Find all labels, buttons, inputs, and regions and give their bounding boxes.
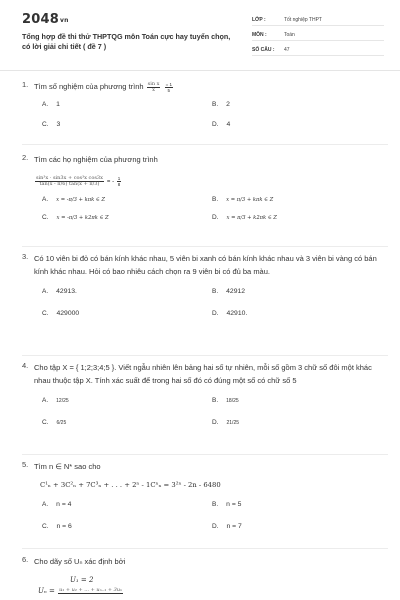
question-number: 5. [22,460,29,469]
question-separator [22,548,388,549]
site-logo[interactable]: 2048vn [22,12,69,27]
equation-line-1: U₁ = 2 [70,576,94,584]
meta-subject-row [252,29,384,41]
option-d[interactable]: D. 42910. [212,310,248,317]
question-6 [22,555,388,595]
question-separator [22,144,388,145]
option-a[interactable]: A. n = 4 [42,501,72,508]
meta-count-value: 47 [284,46,290,53]
question-separator [22,355,388,356]
question-number: 2. [22,153,29,162]
question-separator [22,454,388,455]
header-divider [0,70,400,71]
option-c[interactable]: C. n = 6 [42,523,72,530]
meta-class-label: LỚP : [252,16,266,23]
meta-count-row [252,44,384,56]
equation-fraction: $\frac{\text{sin x}}{x}$ [147,80,160,93]
meta-class-value: Tốt nghiệp THPT [284,16,322,23]
question-2 [22,153,388,230]
option-a[interactable]: A. 42913. [42,288,77,295]
question-number: 6. [22,555,29,564]
option-d[interactable]: D. n = 7 [212,523,242,530]
question-text: Tìm n ∈ N* sao cho [34,462,101,471]
question-text: Tìm các họ nghiệm của phương trình [34,155,158,164]
question-text: Có 10 viên bi đỏ có bán kính khác nhau, 5 viên bi xanh có bán kính khác nhau và 3 viên bi vàng có bán kính khác nhau. Hỏi có bao nhiêu cách chọn ra 9 viên bi có đủ ba màu. [34,254,377,276]
document-title: Tổng hợp đề thi thử THPTQG môn Toán cực hay tuyển chọn, có lời giải chi tiết ( đề 7 ) [22,32,231,51]
question-text: Cho dãy số Uₙ xác định bởi [34,557,126,566]
option-d[interactable]: D. 21/25 [212,419,240,426]
question-1 [22,80,388,141]
option-c[interactable]: C. 6/25 [42,419,67,426]
option-a[interactable]: A. 12/25 [42,397,69,404]
document-meta [252,14,384,59]
option-b[interactable]: B. 2 [212,101,230,108]
equation: C¹ₙ + 3C²ₙ + 7C³ₙ + . . . + 2ⁿ - 1Cⁿₙ = 3²ⁿ - 2n - 6480 [40,481,221,489]
option-c[interactable]: C. x = -π/3 + k2πk ∈ Z [42,214,109,221]
question-number: 1. [22,80,29,89]
question-3 [22,252,388,326]
answer-options [42,101,388,141]
option-a[interactable]: A. 1 [42,101,60,108]
equation-line-2: Uₙ = u₁ + u₂ + ... + uₙ₋₁ + 3uₙ [38,587,123,595]
equation [34,172,388,190]
answer-options [42,397,388,437]
option-b[interactable]: B. n = 5 [212,501,242,508]
option-d[interactable]: D. 4 [212,121,231,128]
question-text: Tìm số nghiệm của phương trình $\frac{\text{sin x}}{x}$ $\frac{= 1}{5}$ [34,80,172,93]
meta-count-label: SỐ CÂU : [252,46,275,53]
question-number: 4. [22,361,29,370]
answer-options [42,288,388,326]
question-number: 3. [22,252,29,261]
meta-subject-value: Toán [284,31,295,38]
question-5 [22,460,388,539]
option-b[interactable]: B. 42912 [212,288,246,295]
question-4 [22,361,388,437]
equation-rhs: $\frac{= 1}{5}$ [165,81,172,93]
option-c[interactable]: C. 429000 [42,310,80,317]
document-header [0,0,400,68]
option-b[interactable]: B. x = π/3 + kπk ∈ Z [212,196,274,203]
question-separator [22,246,388,247]
equation-fraction: $\frac{\text{sin³x · sin3x + cos³x cos3x}}{\tan(x - \pi/6) \tan(x + \pi/3)}$ [36,174,103,187]
answer-options [42,196,388,230]
answer-options [42,501,388,539]
question-text: Cho tập X = { 1;2;3;4;5 }. Viết ngẫu nhiên lên bảng hai số tự nhiên, mỗi số gồm 3 chữ số đôi một khác nhau thuộc tập X. Tính xác suất để trong hai số đó có đúng một số có chữ số 5 [34,363,372,385]
option-d[interactable]: D. x = π/3 + k2πk ∈ Z [212,214,277,221]
option-c[interactable]: C. 3 [42,121,61,128]
equation-rhs: = - $\frac{1}{8}$ [106,175,121,187]
option-b[interactable]: B. 18/25 [212,397,239,404]
meta-class-row [252,14,384,26]
meta-subject-label: MÔN : [252,31,267,38]
option-a[interactable]: A. x = -π/3 + kπk ∈ Z [42,196,106,203]
